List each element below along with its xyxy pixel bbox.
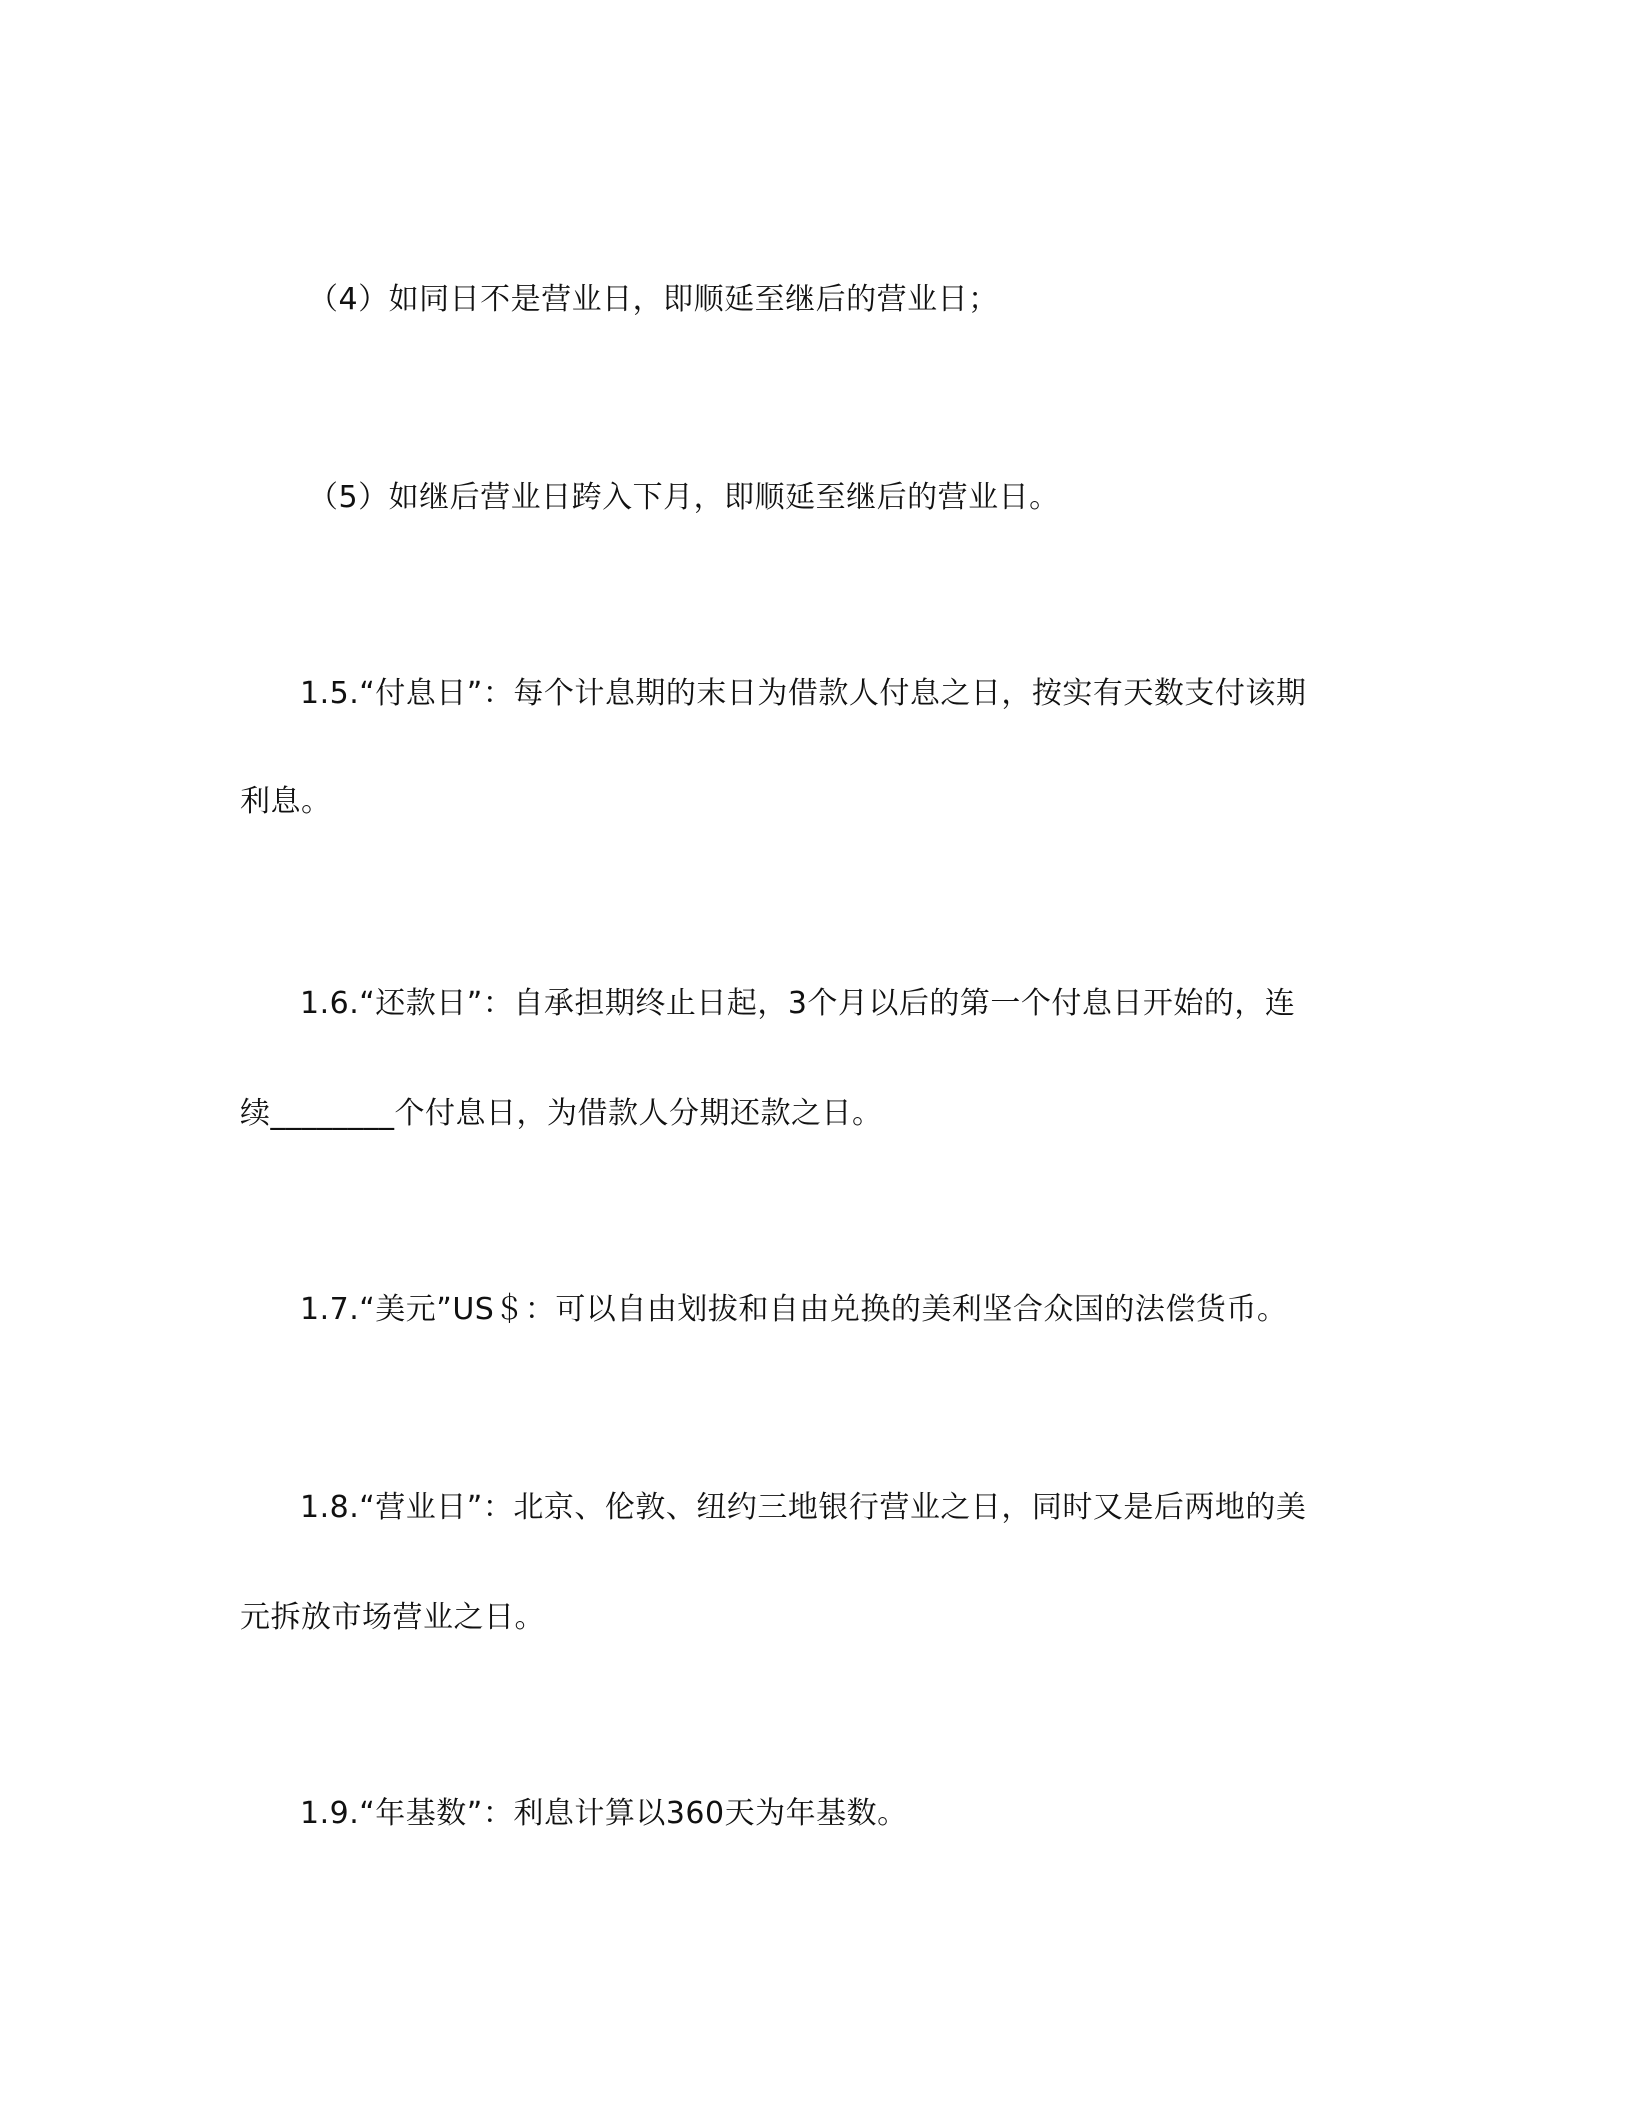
clause-1-6-line-1: 1.6.“还款日”：自承担期终止日起，3个月以后的第一个付息日开始的，连 bbox=[300, 986, 1296, 1021]
clause-1-5-line-1: 1.5.“付息日”：每个计息期的末日为借款人付息之日，按实有天数支付该期 bbox=[300, 676, 1307, 711]
item-4-line-1: （4）如同日不是营业日，即顺延至继后的营业日； bbox=[308, 282, 999, 317]
clause-1-7-line-1: 1.7.“美元”US＄：可以自由划拔和自由兑换的美利坚合众国的法偿货币。 bbox=[300, 1292, 1288, 1327]
clause-1-9-line-1: 1.9.“年基数”：利息计算以360天为年基数。 bbox=[300, 1796, 908, 1831]
clause-1-6-line-2: 续________个付息日，为借款人分期还款之日。 bbox=[240, 1096, 883, 1131]
item-5-line-1: （5）如继后营业日跨入下月，即顺延至继后的营业日。 bbox=[308, 480, 1060, 515]
clause-1-8-line-1: 1.8.“营业日”：北京、伦敦、纽约三地银行营业之日，同时又是后两地的美 bbox=[300, 1490, 1307, 1525]
clause-1-5-line-2: 利息。 bbox=[240, 784, 332, 819]
clause-1-8-line-2: 元拆放市场营业之日。 bbox=[240, 1600, 545, 1635]
